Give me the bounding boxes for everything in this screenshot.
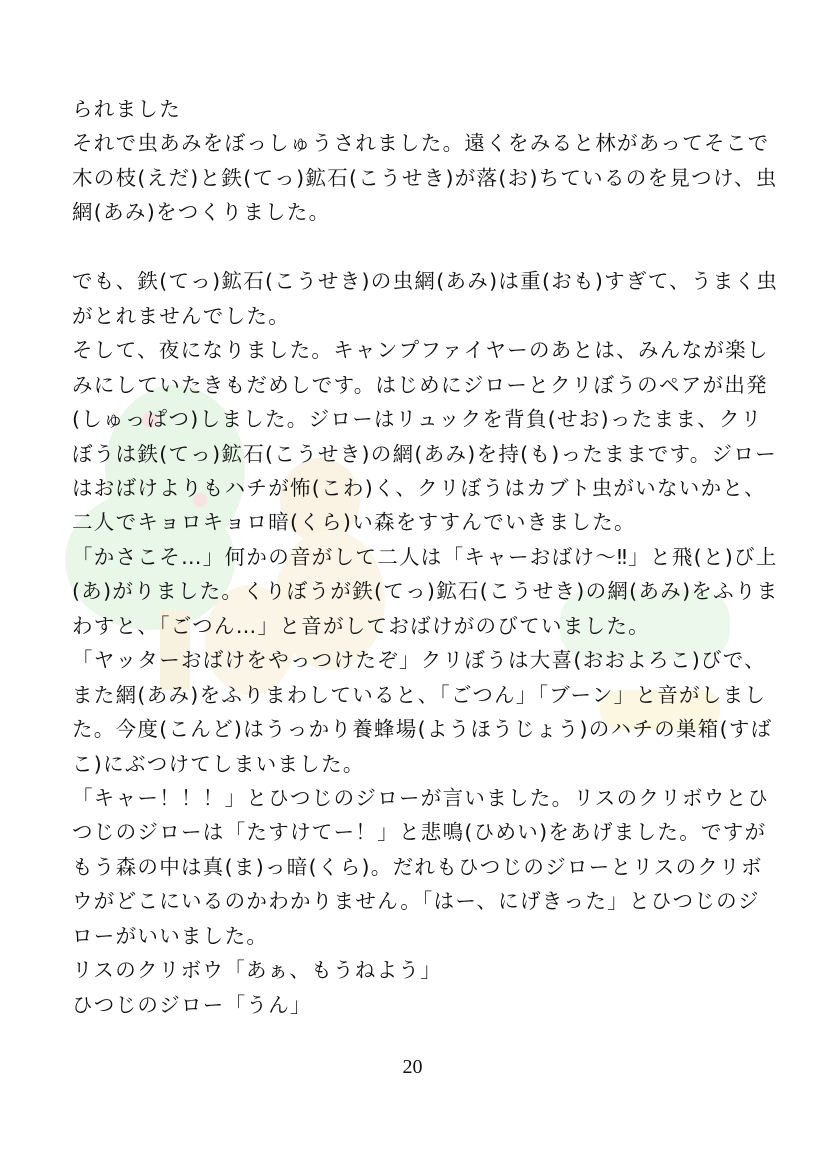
text-line: みにしていたきもだめしです。はじめにジローとクリぼうのペアが出発 bbox=[72, 372, 768, 397]
text-line: つじのジローは「たすけてー！」と悲鳴(ひめい)をあげました。ですが bbox=[72, 820, 767, 845]
text-line: ローがいいました。 bbox=[72, 923, 269, 948]
text-line: そして、夜になりました。キャンプファイヤーのあとは、みんなが楽し bbox=[72, 338, 769, 363]
text-line: 二人でキョロキョロ暗(くら)い森をすすんでいきました。 bbox=[72, 510, 636, 535]
text-line: ひつじのジロー「うん」 bbox=[72, 992, 312, 1017]
text-line: (しゅっぱつ)しました。ジローはリュックを背負(せお)ったまま、クリ bbox=[72, 407, 763, 432]
text-line: それで虫あみをぼっしゅうされました。遠くをみると林があってそこで bbox=[72, 131, 770, 156]
text-line: もう森の中は真(ま)っ暗(くら)。だれもひつじのジローとリスのクリボ bbox=[72, 854, 763, 879]
text-line: 木の枝(えだ)と鉄(てっ)鉱石(こうせき)が落(お)ちているのを見つけ、虫 bbox=[72, 165, 778, 190]
text-line: ぼうは鉄(てっ)鉱石(こうせき)の網(あみ)を持(も)ったままです。ジロー bbox=[72, 441, 777, 466]
page-number: 20 bbox=[402, 1056, 423, 1078]
text-line: ウがどこにいるのかわかりません。「はー、にげきった」とひつじのジ bbox=[72, 889, 760, 914]
text-line: られました bbox=[72, 97, 181, 121]
text-line: 「かさこそ…」何かの音がして二人は「キャーおばけ～‼」と飛(と)び上 bbox=[72, 544, 778, 569]
text-line: リスのクリボウ「あぁ、もうねよう」 bbox=[72, 958, 442, 983]
text-line: でも、鉄(てっ)鉱石(こうせき)の虫網(あみ)は重(おも)すぎて、うまく虫 bbox=[72, 269, 779, 294]
text-line: 網(あみ)をつくりました。 bbox=[72, 200, 331, 225]
text-line: (あ)がりました。くりぼうが鉄(てっ)鉱石(こうせき)の網(あみ)をふりま bbox=[72, 579, 779, 604]
text-line: また網(あみ)をふりまわしていると、「ごつん」「ブーン」と音がしまし bbox=[72, 682, 767, 707]
text-line: わすと、「ごつん…」と音がしておばけがのびていました。 bbox=[72, 613, 650, 638]
text-line: た。今度(こんど)はうっかり養蜂場(ようほうじょう)のハチの巣箱(すば bbox=[72, 717, 773, 742]
text-line: はおばけよりもハチが怖(こわ)く、クリぼうはカブト虫がいないかと、 bbox=[72, 475, 766, 500]
text-line: こ)にぶつけてしまいました。 bbox=[72, 751, 365, 776]
text-line: がとれませんでした。 bbox=[72, 303, 290, 328]
text-line: 「キャー！！！」とひつじのジローが言いました。リスのクリボウとひ bbox=[72, 786, 770, 810]
text-line: 「ヤッターおばけをやっつけたぞ」クリぼうは大喜(おおよろこ)びで、 bbox=[72, 648, 766, 673]
